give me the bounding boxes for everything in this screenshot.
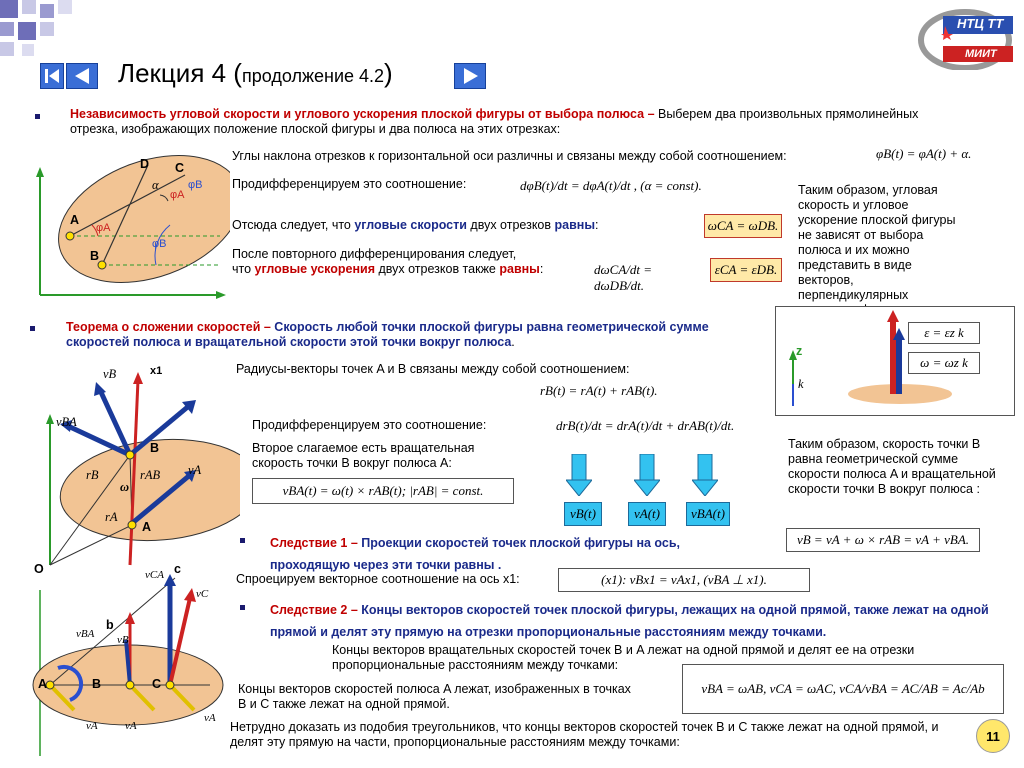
corner-square xyxy=(22,44,34,56)
formula-dphi: dφB(t)/dt = dφA(t)/dt , (α = const). xyxy=(520,178,702,193)
diagram-label-va3a: vA xyxy=(86,720,98,732)
prev-icon xyxy=(67,64,97,88)
diagram-label-omega: ω xyxy=(120,480,130,494)
omega-equal-box: ωCA = ωDB. xyxy=(704,214,782,238)
first-icon xyxy=(41,64,63,88)
diagram-label-ra: rA xyxy=(105,510,118,524)
diagram-label-phib: φB xyxy=(188,179,203,191)
section1-line1: Углы наклона отрезков к горизонтальной оси различны и связаны между собой соотношением: xyxy=(232,149,787,163)
diagram-label-vb3: vB xyxy=(117,634,129,646)
velocity-sum-box: vB = vA + ω × rAB = vA + vBA. xyxy=(786,528,980,552)
diagram-label-point-b: B xyxy=(150,441,160,455)
ratio-box: vBA = ωAB, vCA = ωAC, vCA/vBA = AC/AB = Ac/Ab xyxy=(682,664,1004,714)
corollary2-heading: Следствие 2 – Концы векторов скоростей точек плоской фигуры, лежащих на одной прямой, также лежат на одной прямой и делят эту прямую на отрезки пропорциональные расстояниям между точками. xyxy=(270,603,989,639)
diagram-label-va3c: vA xyxy=(204,712,216,724)
epsilon-vector-formula: ε = εz k xyxy=(908,322,980,344)
diagram-label-phib2: φB xyxy=(152,238,167,250)
logo-emblem xyxy=(915,4,1015,70)
diagram-label-va3b: vA xyxy=(125,720,137,732)
epsilon-equal-box: εCA = εDB. xyxy=(710,258,782,282)
vba-box: vBA(t) xyxy=(686,502,730,526)
corner-square xyxy=(40,22,54,36)
diagram-label-point-a: A xyxy=(142,520,152,534)
rotational-velocity-box: vBA(t) = ω(t) × rAB(t); |rAB| = const. xyxy=(252,478,514,504)
nav-first-button[interactable] xyxy=(40,63,64,89)
diagram-label-b: B xyxy=(90,249,100,263)
section3-para3: Нетрудно доказать из подобия треугольников, что концы векторов скоростей точек B и C также лежат на одной прямой, и делят эту прямую на части, пропорциональные расстояниям между точками: xyxy=(230,720,939,749)
next-icon xyxy=(455,64,485,88)
section2-right-text: Таким образом, скорость точки B равна геометрической сумме скорости полюса A и вращательной скорости точки B вокруг полюса : xyxy=(788,437,996,496)
diagram-label-phia2: φA xyxy=(96,222,111,234)
formula-rb: rB(t) = rA(t) + rAB(t). xyxy=(540,383,658,398)
section2-line3: Второе слагаемое есть вращательная скорость точки B вокруг полюса A: xyxy=(252,441,475,470)
va-box: vA(t) xyxy=(628,502,666,526)
page-number: 11 xyxy=(976,719,1010,753)
omega-vector-formula: ω = ωz k xyxy=(908,352,980,374)
diagram-label-d: D xyxy=(140,157,150,171)
diagram-label-alpha: α xyxy=(152,178,159,192)
diagram-label-x1: x1 xyxy=(150,365,163,377)
formula-drb: drB(t)/dt = drA(t)/dt + drAB(t)/dt. xyxy=(556,418,735,433)
down-arrow-icon xyxy=(634,454,660,496)
corner-square xyxy=(40,4,54,18)
bullet xyxy=(35,114,40,119)
section1-line4: После повторного дифференцирования следует, что угловые ускорения двух отрезков также равны: xyxy=(232,247,544,276)
diagram-label-a3: A xyxy=(38,677,48,691)
diagram-label-c3: C xyxy=(152,677,162,691)
section1-line3: Отсюда следует, что угловые скорости двух отрезков равны: xyxy=(232,218,599,232)
nav-next-button[interactable] xyxy=(454,63,486,89)
vb-box: vB(t) xyxy=(564,502,602,526)
formula-phi: φB(t) = φA(t) + α. xyxy=(876,146,972,161)
diagram-label-o: O xyxy=(34,562,44,576)
page-title: Лекция 4 (продолжение 4.2) xyxy=(118,58,393,88)
bullet xyxy=(30,326,35,331)
diagram-label-vb: vB xyxy=(103,367,117,381)
corner-square xyxy=(22,0,36,14)
down-arrow-icon xyxy=(692,454,718,496)
logo-text-bottom: МИИТ xyxy=(965,48,997,60)
vector-label-z: z xyxy=(796,344,803,358)
bullet xyxy=(240,605,245,610)
vector-label-k: k xyxy=(798,377,804,391)
section3-para1: Концы векторов вращательных скоростей точек B и A лежат на одной прямой и делят ее на отрезки пропорциональные расстояниям между точками: xyxy=(332,643,915,672)
diagram-label-c-small: c xyxy=(174,562,181,576)
section2-diagram xyxy=(30,360,240,570)
nav-prev-button[interactable] xyxy=(66,63,98,89)
logo-text-top: НТЦ ТТ xyxy=(957,16,1004,31)
diagram-label-c: C xyxy=(175,161,185,175)
projection-box: (x1): vBx1 = vAx1, (vBA ⊥ x1). xyxy=(558,568,810,592)
corollary1-line: Спроецируем векторное соотношение на ось x1: xyxy=(236,572,520,586)
section1-heading: Независимость угловой скорости и углового ускорения плоской фигуры от выбора полюса – Выберем два произвольных прямолинейных отрезка, изображающих положение плоской фигуры и два полюса на этих отрезках: xyxy=(70,107,919,136)
diagram-label-vc: vC xyxy=(196,588,209,600)
corner-square xyxy=(18,22,36,40)
diagram-label-vba3: vBA xyxy=(76,628,95,640)
section3-para2: Концы векторов скоростей полюса A лежат, изображенных в точках B и C также лежат на одной прямой. xyxy=(238,682,631,711)
section2-heading: Теорема о сложении скоростей – Скорость любой точки плоской фигуры равна геометрической сумме скоростей полюса и вращательной скорости этой точки вокруг полюса. xyxy=(66,320,709,349)
diagram-label-va: vA xyxy=(188,463,202,477)
corner-square xyxy=(0,22,14,36)
corner-square xyxy=(0,42,14,56)
logo xyxy=(915,4,1015,70)
diagram-label-rab: rAB xyxy=(140,468,161,482)
section1-line2: Продифференцируем это соотношение: xyxy=(232,177,467,191)
diagram-label-rb: rB xyxy=(86,468,99,482)
formula-domega: dωCA/dt = dωDB/dt. xyxy=(594,262,653,293)
diagram-label-vba: vBA xyxy=(56,415,77,429)
diagram-label-phia: φA xyxy=(170,189,185,201)
down-arrow-icon xyxy=(566,454,592,496)
section2-line1: Радиусы-векторы точек A и B связаны между собой соотношением: xyxy=(236,362,630,376)
section1-conclusion: Таким образом, угловая скорость и угловое ускорение плоской фигуры не зависят от выбора полюса и их можно представить в виде векторов, перпендикулярных xyxy=(798,183,956,302)
diagram-label-a: A xyxy=(70,213,80,227)
diagram-label-b-small: b xyxy=(106,618,114,632)
diagram-label-b3: B xyxy=(92,677,102,691)
corollary1-heading: Следствие 1 – Проекции скоростей точек плоской фигуры на ось, проходящую через эти точки равны . xyxy=(270,536,681,572)
section1-diagram xyxy=(30,155,230,300)
bullet xyxy=(240,538,245,543)
corner-square xyxy=(0,0,18,18)
corner-square xyxy=(58,0,72,14)
section2-line2: Продифференцируем это соотношение: xyxy=(252,418,487,432)
diagram-label-vca: vCA xyxy=(145,569,164,581)
